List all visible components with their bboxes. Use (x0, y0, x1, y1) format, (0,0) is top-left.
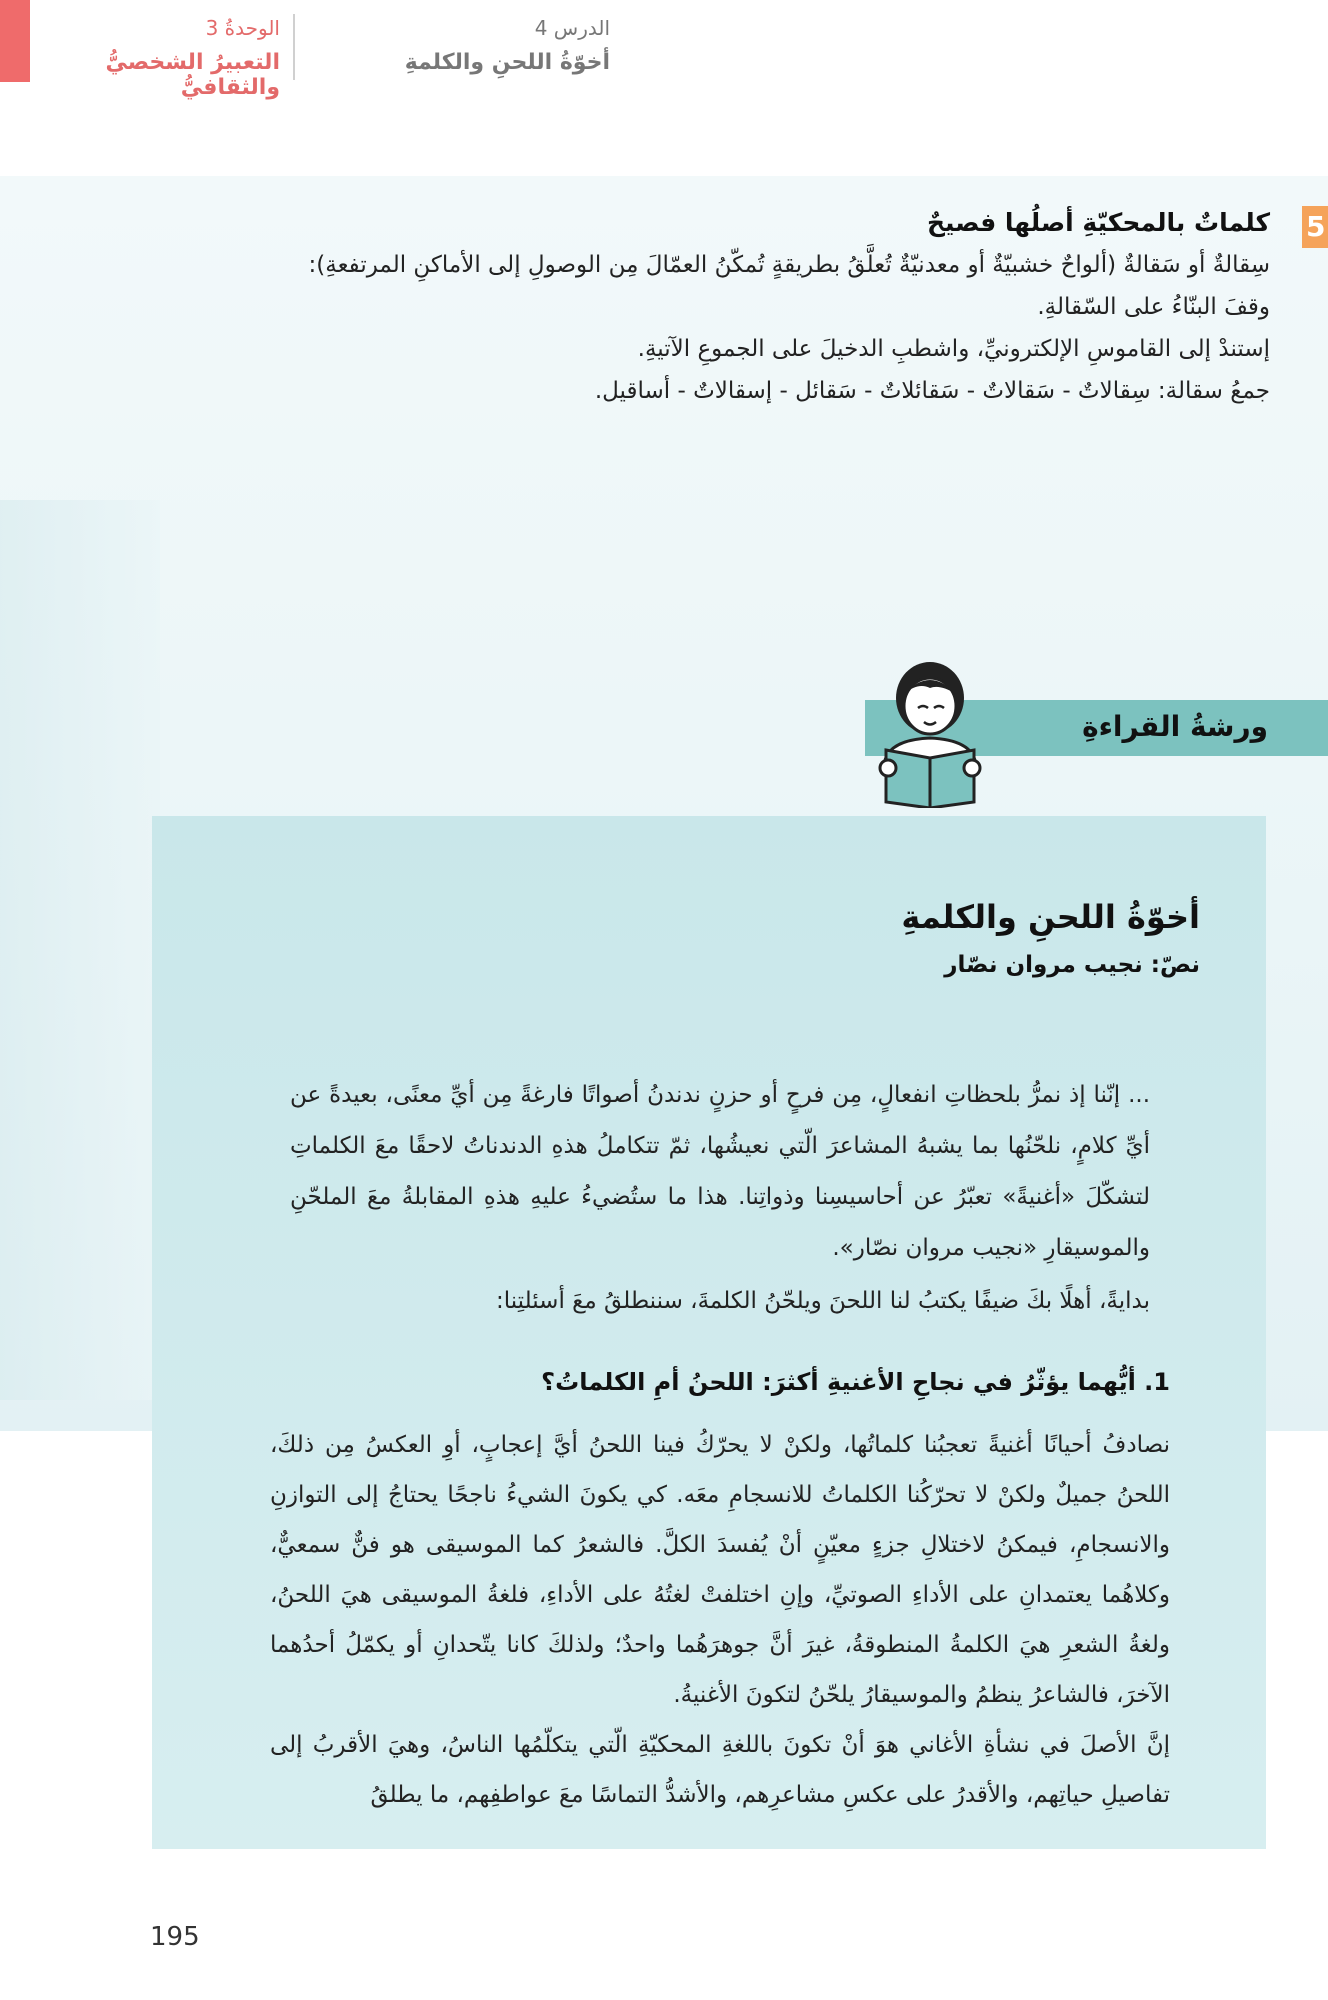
lesson-title: أخوّةُ اللحنِ والكلمةِ (404, 50, 610, 75)
vocab-instruction: إستندْ إلى القاموسِ الإلكترونيِّ، واشطبِ الدخيلَ على الجموعِ الآتيةِ. (637, 336, 1270, 362)
page-header (0, 0, 1328, 100)
vocab-definition: سِقالةٌ أو سَقالةٌ (ألواحٌ خشبيّةٌ أو معدنيّةٌ تُعلَّقُ بطريقةٍ تُمكّنُ العمّالَ مِن الوصولِ إلى الأماكنِ المرتفعةِ): (308, 252, 1270, 278)
section-number-tab (1302, 206, 1328, 248)
vocab-plurals: جمعُ سقالة: سِقالاتٌ - سَقالاتٌ - سَقائلاتٌ - سَقائل - إسقالاتٌ - أساقيل. (594, 378, 1270, 404)
lesson-label: الدرس 4 (534, 16, 610, 40)
reading-workshop-title: ورشةُ القراءةِ (1082, 710, 1268, 743)
article-author: نصّ: نجيب مروان نصّار (944, 952, 1200, 978)
article-paragraph-3: نصادفُ أحيانًا أغنيةً تعجبُنا كلماتُها، ولكنْ لا يحرّكُ فينا اللحنُ أيَّ إعجابٍ، أوِ العكسُ مِن ذلكَ، اللحنُ جميلٌ ولكنْ لا تحرّكُنا الكلماتُ للانسجامِ معَه. كي يكونَ الشيءُ ناجحًا يحتاجُ إلى التوازنِ والانسجامِ، فيمكنُ لاختلالِ جزءٍ معيّنٍ أنْ يُفسدَ الكلَّ. فالشعرُ كما الموسيقى هو فنٌّ سمعيٌّ، وكلاهُما يعتمدانِ على الأداءِ الصوتيِّ، وإنِ اختلفتْ لغتُهُ على الأداءِ، فلغةُ الموسيقى هيَ اللحنُ، ولغةُ الشعرِ هيَ الكلمةُ المنطوقةُ، غيرَ أنَّ جوهرَهُما واحدٌ؛ ولذلكَ كانا يتّحدانِ أو يكمّلُ أحدُهما الآخرَ، فالشاعرُ ينظمُ والموسيقارُ يلحّنُ لتكونَ الأغنيةُ. (270, 1432, 1170, 1708)
article-title: أخوّةُ اللحنِ والكلمةِ (901, 898, 1200, 936)
vocab-example: وقفَ البنّاءُ على السّقالةِ. (1037, 294, 1270, 320)
vocab-title: كلماتٌ بالمحكيّةِ أصلُها فصيحٌ (926, 208, 1270, 237)
lesson-info (310, 16, 610, 75)
article-paragraph-1: ... إنّنا إذ نمرُّ بلحظاتِ انفعالٍ، مِن فرحٍ أو حزنٍ ندندنُ أصواتًا فارغةً مِن أيِّ معنًى، بعيدةً عن أيِّ كلامٍ، نلحّنُها بما يشبهُ المشاعرَ الّتي نعيشُها، ثمّ تتكاملُ هذهِ الدندناتُ لاحقًا معَ الكلماتِ لتشكّلَ «أغنيةً» تعبّرُ عن أحاسيسِنا وذواتِنا. هذا ما ستُضيءُ عليهِ هذهِ المقابلةُ معَ الملحّنِ والموسيقارِ «نجيب مروان نصّار». (290, 1082, 1150, 1261)
section-number: 5 (1306, 210, 1326, 243)
reading-person-icon (870, 658, 990, 808)
vocab-section (270, 202, 1270, 412)
unit-label: الوحدةُ 3 (205, 16, 280, 40)
interview-question-1: 1. أيُّهما يؤثّرُ في نجاحِ الأغنيةِ أكثرَ: اللحنُ أمِ الكلماتُ؟ (541, 1368, 1170, 1396)
background-shade (0, 500, 160, 1400)
unit-color-tab (0, 0, 30, 82)
article-paragraph-2: بدايةً، أهلًا بكَ ضيفًا يكتبُ لنا اللحنَ ويلحّنُ الكلمةَ، سننطلقُ معَ أسئلتِنا: (495, 1288, 1150, 1314)
unit-title: التعبيرُ الشخصيُّ والثقافيُّ (105, 50, 280, 100)
article-paragraph-4: إنَّ الأصلَ في نشأةِ الأغاني هوَ أنْ تكونَ باللغةِ المحكيّةِ الّتي يتكلّمُها الناسُ، وهيَ الأقربُ إلى تفاصيلِ حياتِهم، والأقدرُ على عكسِ مشاعرِهم، والأشدُّ التماسًا معَ عواطفِهم، ما يطلقُ (270, 1732, 1170, 1808)
header-divider (293, 14, 295, 80)
page-number: 195 (150, 1922, 200, 1952)
unit-info (40, 16, 280, 100)
